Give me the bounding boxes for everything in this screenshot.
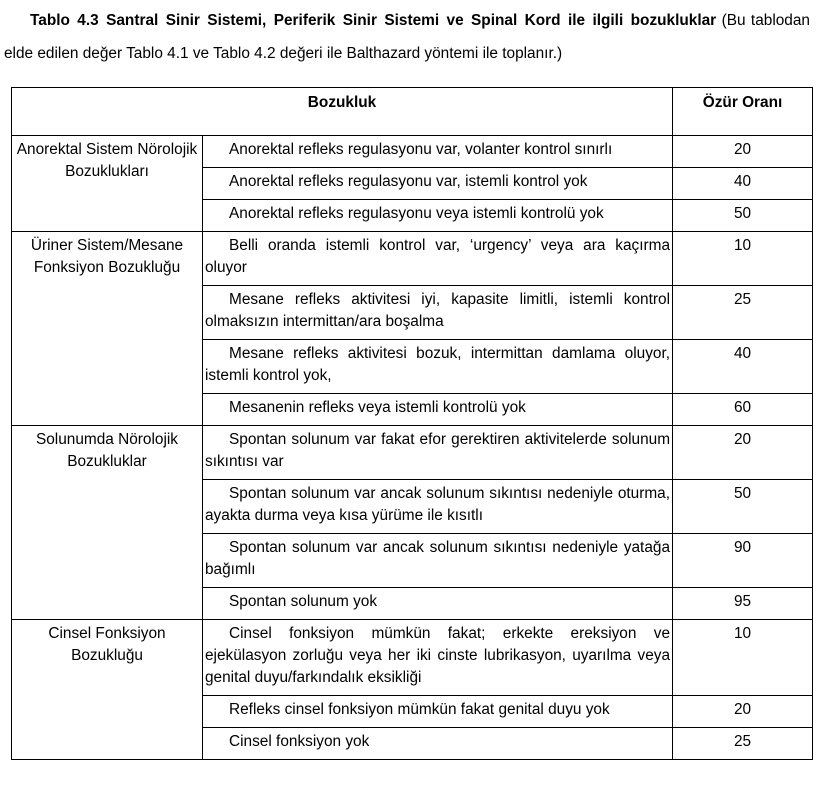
table-row (12, 136, 813, 168)
table-row (12, 620, 813, 696)
header-impairment: Bozukluk (12, 88, 673, 136)
disability-rate: 95 (673, 588, 813, 620)
disability-rate: 50 (673, 200, 813, 232)
impairment-description: Anorektal refleks regulasyonu var, istemli kontrol yok (203, 168, 673, 200)
disability-rate: 25 (673, 728, 813, 760)
disability-rate: 10 (673, 232, 813, 286)
impairment-description: Mesane refleks aktivitesi bozuk, intermittan damlama oluyor, istemli kontrol yok, (203, 340, 673, 394)
impairment-description: Anorektal refleks regulasyonu var, volanter kontrol sınırlı (203, 136, 673, 168)
disability-rate: 40 (673, 340, 813, 394)
impairment-description: Cinsel fonksiyon yok (203, 728, 673, 760)
disability-rate: 20 (673, 426, 813, 480)
impairment-description: Belli oranda istemli kontrol var, ‘urgency’ veya ara kaçırma oluyor (203, 232, 673, 286)
disability-rate: 20 (673, 696, 813, 728)
impairment-description: Cinsel fonksiyon mümkün fakat; erkekte ereksiyon ve ejekülasyon zorluğu veya her iki cinste lubrikasyon, uyarılma veya genital duyu/farkındalık eksikliği (203, 620, 673, 696)
category-cell: Üriner Sistem/Mesane Fonksiyon Bozukluğu (12, 232, 203, 426)
table-body (12, 136, 813, 760)
impairment-description: Mesanenin refleks veya istemli kontrolü yok (203, 394, 673, 426)
category-cell: Cinsel Fonksiyon Bozukluğu (12, 620, 203, 760)
impairment-description: Mesane refleks aktivitesi iyi, kapasite limitli, istemli kontrol olmaksızın intermittan/ara boşalma (203, 286, 673, 340)
caption-note: (Bu tablodan elde edilen değer Tablo 4.1 ve Tablo 4.2 değeri ile Balthazard yöntemi ile toplanır.) (4, 12, 810, 62)
disability-rate: 25 (673, 286, 813, 340)
disability-rate: 90 (673, 534, 813, 588)
disability-rate: 20 (673, 136, 813, 168)
table-row (12, 232, 813, 286)
disability-rate: 40 (673, 168, 813, 200)
impairment-description: Spontan solunum var ancak solunum sıkıntısı nedeniyle oturma, ayakta durma veya kısa yürüme ile kısıtlı (203, 480, 673, 534)
disability-rate: 50 (673, 480, 813, 534)
disability-rate: 10 (673, 620, 813, 696)
category-cell: Solunumda Nörolojik Bozukluklar (12, 426, 203, 620)
impairment-description: Spontan solunum yok (203, 588, 673, 620)
category-cell: Anorektal Sistem Nörolojik Bozuklukları (12, 136, 203, 232)
impairment-table (11, 87, 813, 760)
impairment-description: Anorektal refleks regulasyonu veya istemli kontrolü yok (203, 200, 673, 232)
table-caption (4, 4, 810, 70)
disability-rate: 60 (673, 394, 813, 426)
impairment-description: Refleks cinsel fonksiyon mümkün fakat genital duyu yok (203, 696, 673, 728)
header-rate: Özür Oranı (673, 88, 813, 136)
table-row (12, 426, 813, 480)
impairment-description: Spontan solunum var fakat efor gerektiren aktivitelerde solunum sıkıntısı var (203, 426, 673, 480)
impairment-description: Spontan solunum var ancak solunum sıkıntısı nedeniyle yatağa bağımlı (203, 534, 673, 588)
table-header-row (12, 88, 813, 136)
caption-title: Tablo 4.3 Santral Sinir Sistemi, Periferik Sinir Sistemi ve Spinal Kord ile ilgili bozukluklar (30, 12, 717, 29)
